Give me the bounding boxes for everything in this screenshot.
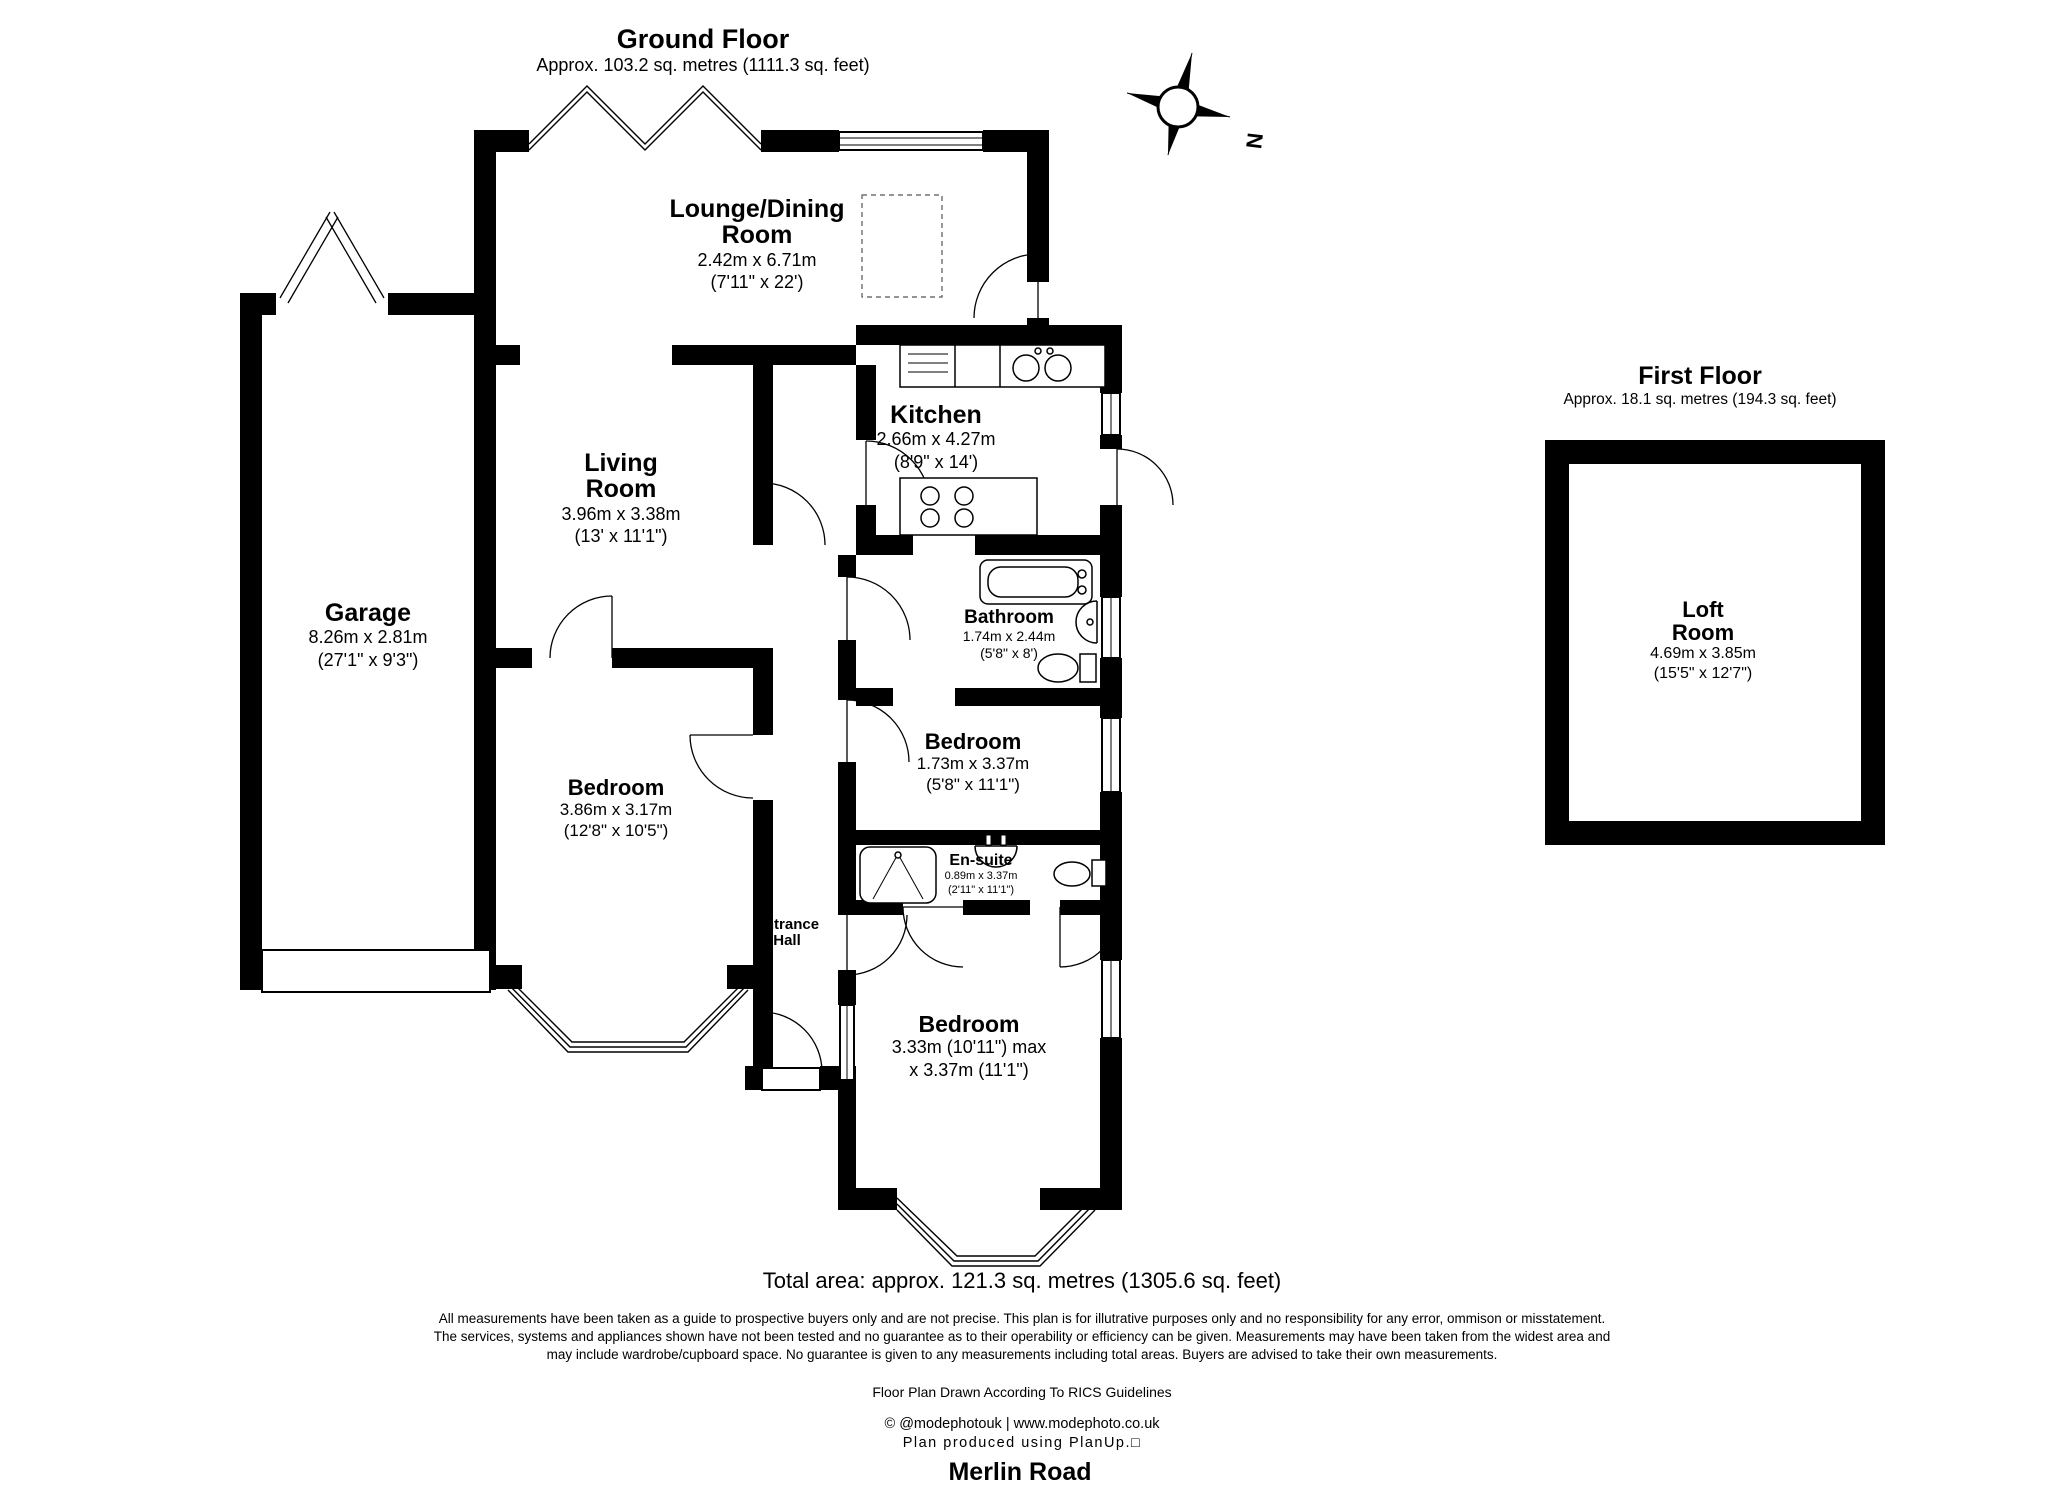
kitchen-back-door (1117, 449, 1173, 505)
bathroom-label: Bathroom 1.74m x 2.44m (5'8" x 8') (962, 607, 1056, 662)
left-bedroom-label: Bedroom 3.86m x 3.17m (12'8" x 10'5") (559, 775, 673, 841)
kitchen-label: Kitchen 2.66m x 4.27m (8'9" x 14') (876, 401, 996, 472)
rics-note: Floor Plan Drawn According To RICS Guidelines (872, 1384, 1172, 1400)
room-areas (262, 152, 1861, 1188)
compass-icon (1127, 53, 1268, 155)
kitchen-window (1102, 393, 1120, 435)
disclaimer-block (434, 1310, 1610, 1364)
entrance-hall-label: Entrance Hall (754, 916, 820, 949)
ground-floor-title: Ground Floor (616, 24, 790, 54)
disclaimer-line-3: may include wardrobe/cupboard space. No guarantee is given to any measurements including total areas. Buyers are advised to take their own measurements. (546, 1347, 1498, 1362)
street-name-title: Merlin Road (948, 1458, 1092, 1486)
front-door-threshold (762, 1068, 820, 1090)
planup-line: Plan produced using PlanUp.□ (902, 1435, 1142, 1451)
disclaimer-line-2: The services, systems and appliances shown have not been tested and no guarantee as to their operability or efficiency can be given. Measurements may have been taken from the widest area and (433, 1329, 1611, 1344)
loft-room-label: Loft Room 4.69m x 3.85m (15'5" x 12'7") (1650, 597, 1756, 683)
first-floor-area: Approx. 18.1 sq. metres (194.3 sq. feet) (1563, 391, 1837, 408)
total-area-text: Total area: approx. 121.3 sq. metres (1305.6 sq. feet) (762, 1268, 1282, 1293)
left-bedroom-bay-window (508, 978, 748, 1052)
first-floor-title: First Floor (1638, 362, 1762, 390)
lounge-dining-label: Lounge/Dining Room 2.42m x 6.71m (7'11" x 22') (669, 195, 845, 292)
bottom-bedroom-label: Bedroom 3.33m (10'11") max x 3.37m (11'1") (891, 1011, 1047, 1080)
lounge-window (839, 132, 983, 150)
compass-north-label: N (1241, 131, 1268, 151)
ground-floor-title-block (536, 24, 869, 76)
hall-side-window (840, 1005, 854, 1080)
bifold-window-zigzag (529, 86, 761, 150)
living-room-label: Living Room 3.96m x 3.38m (13' x 11'1") (561, 449, 681, 546)
garage-double-doors (280, 212, 384, 303)
bathroom-window (1102, 597, 1120, 658)
bottom-bedroom-window (1102, 960, 1120, 1038)
garage-label: Garage 8.26m x 2.81m (27'1" x 9'3") (308, 599, 428, 670)
disclaimer-line-1: All measurements have been taken as a guide to prospective buyers only and are not precise. This plan is for illutrative purposes only and no responsibility for any error, ommison or misstatement. (438, 1311, 1606, 1326)
en-suite-label: En-suite 0.89m x 3.37m (2'11" x 11'1") (944, 852, 1018, 896)
first-floor-title-block (1563, 362, 1836, 409)
middle-bedroom-window (1102, 718, 1120, 792)
ground-floor-area: Approx. 103.2 sq. metres (1111.3 sq. feet) (536, 55, 870, 75)
middle-bedroom-label: Bedroom 1.73m x 3.37m (5'8" x 11'1") (916, 729, 1030, 795)
credit-line: © @modephotouk | www.modephoto.co.uk (884, 1416, 1160, 1432)
